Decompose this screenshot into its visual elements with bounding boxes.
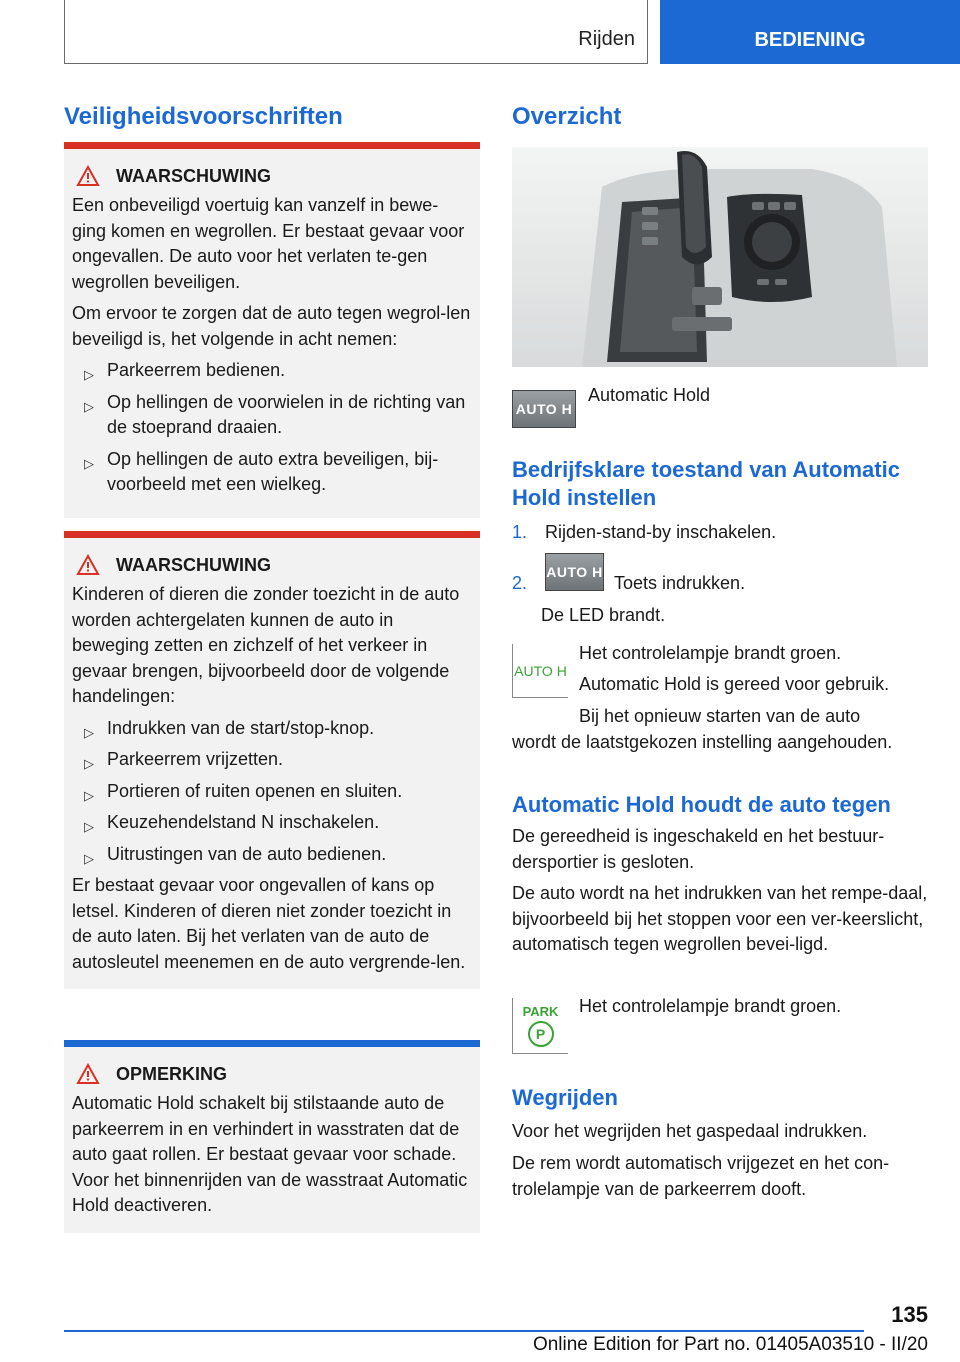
note-box — [64, 1040, 480, 1233]
warning-list — [72, 716, 472, 868]
section-title-safety: Veiligheidsvoorschriften — [64, 103, 343, 130]
warning-heading — [72, 554, 472, 576]
auto-h-indicator-lamp-icon: AUTO H — [512, 644, 568, 698]
list-item: ▷ Keuzehendelstand N inschakelen. — [72, 810, 472, 836]
center-console-illustration — [512, 147, 928, 367]
lamp-text: Bij het opnieuw starten van de auto — [579, 706, 861, 726]
note-heading — [72, 1063, 472, 1085]
section-hold — [512, 791, 942, 819]
bullet-triangle-icon: ▷ — [84, 398, 94, 414]
bullet-triangle-icon: ▷ — [84, 819, 94, 834]
warning-text: Kinderen of dieren die zonder toezicht in de auto worden achtergelaten kunnen de auto in beweging zetten en zichzelf of het verkeer in gevaar brengen, bijvoorbeeld door de volgende handelingen: — [72, 584, 460, 706]
section-title: Bedrijfsklare toestand van Automatic Hold instellen — [512, 457, 900, 510]
bullet-triangle-icon: ▷ — [84, 367, 94, 382]
section-title: Automatic Hold houdt de auto tegen — [512, 792, 891, 817]
list-item: ▷ Indrukken van de start/stop-knop. — [72, 716, 472, 742]
body-text: Voor het wegrijden het gaspedaal indrukken. — [512, 1121, 868, 1141]
warning-text: Er bestaat gevaar voor ongevallen of kans op letsel. Kinderen of dieren niet zonder toezicht in de auto laten. Bij het verlaten van de auto de autosleutel meenemen en de auto vergrende-len. — [72, 875, 466, 972]
body-text: De rem wordt automatisch vrijgezet en het con-trolelampje van de parkeerrem dooft. — [512, 1153, 890, 1199]
warning-box-2 — [64, 531, 480, 989]
auto-h-button-icon: AUTO H — [545, 553, 604, 591]
list-item: ▷ Op hellingen de auto extra beveiligen, bij-voorbeeld met een wielkeg. — [84, 448, 439, 494]
warning-text: Een onbeveiligd voertuig kan vanzelf in bewe-ging komen en wegrollen. Er bestaat gevaar voor ongevallen. De auto voor het verlaten te-gen wegrollen beveiligen. — [72, 195, 465, 292]
center-console-photo — [512, 147, 928, 367]
park-indicator-lamp-icon: PARK P — [512, 998, 568, 1054]
footer-divider — [64, 1330, 864, 1332]
step-text: Toets indrukken. — [614, 573, 746, 593]
note-label: OPMERKING — [116, 1063, 228, 1084]
warning-list — [72, 358, 472, 498]
list-item: ▷ Portieren of ruiten openen en sluiten. — [72, 779, 472, 805]
header-box — [64, 0, 648, 64]
lamp-text: wordt de laatstgekozen instelling aangehouden. — [512, 732, 893, 752]
lamp-text: Het controlelampje brandt groen. — [579, 643, 842, 663]
warning-text: Om ervoor te zorgen dat de auto tegen wegrol-len beveiligd is, het volgende in acht nemen: — [72, 303, 471, 349]
bullet-triangle-icon: ▷ — [84, 756, 94, 771]
footer-edition: Online Edition for Part no. 01405A03510 - II/20 — [532, 1334, 928, 1355]
bullet-triangle-icon: ▷ — [84, 455, 94, 471]
section-driveoff — [512, 1084, 928, 1112]
list-item: ▷ Uitrustingen van de auto bedienen. — [72, 842, 472, 868]
list-item: ▷ Parkeerrem bedienen. — [72, 358, 472, 384]
note-text: Automatic Hold schakelt bij stilstaande auto de parkeerrem in en verhindert in wasstraten dat de auto gaat rollen. Er bestaat gevaar voor schade. Voor het binnenrijden van de wasstraat Automatic Hold deactiveren. — [72, 1093, 468, 1215]
section-ready-state — [512, 456, 928, 512]
auto-h-button-icon: AUTO H — [512, 390, 576, 428]
lamp-text: Automatic Hold is gereed voor gebruik. — [579, 674, 890, 694]
step-number: 2. — [512, 573, 528, 593]
legend-label: Automatic Hold — [588, 385, 711, 405]
warning-triangle-icon — [76, 1063, 100, 1085]
led-text: De LED brandt. — [541, 605, 666, 625]
list-item: ▷ Parkeerrem vrijzetten. — [72, 747, 472, 773]
warning-heading — [72, 165, 472, 187]
right-title-wrap — [512, 100, 621, 134]
step-text: Rijden-stand-by inschakelen. — [545, 522, 777, 542]
warning-triangle-icon — [76, 165, 100, 187]
header-section: Rijden — [578, 28, 635, 50]
bullet-triangle-icon: ▷ — [84, 787, 94, 803]
bullet-triangle-icon: ▷ — [84, 850, 94, 866]
body-text: De gereedheid is ingeschakeld en het bestuur-dersportier is gesloten. — [512, 826, 885, 872]
warning-box-1 — [64, 142, 480, 518]
warning-label: WAARSCHUWING — [116, 554, 271, 575]
left-title-wrap — [64, 100, 343, 134]
lamp-text: Het controlelampje brandt groen. — [579, 996, 842, 1016]
page-number: 135 — [891, 1302, 928, 1327]
body-text: De auto wordt na het indrukken van het rempe-daal, bijvoorbeeld bij het stoppen voor een ver-keerslicht, automatisch tegen wegrollen bevei-ligd. — [512, 883, 928, 954]
list-item: ▷ Op hellingen de voorwielen in de richting van de stoeprand draaien. — [84, 391, 466, 437]
warning-label: WAARSCHUWING — [116, 165, 271, 186]
section-title: Wegrijden — [512, 1085, 618, 1110]
section-title-overview: Overzicht — [512, 103, 622, 130]
step-number: 1. — [512, 522, 528, 542]
bullet-triangle-icon: ▷ — [84, 724, 94, 740]
header-tab[interactable]: BEDIENING — [660, 0, 960, 64]
warning-triangle-icon — [76, 554, 100, 576]
